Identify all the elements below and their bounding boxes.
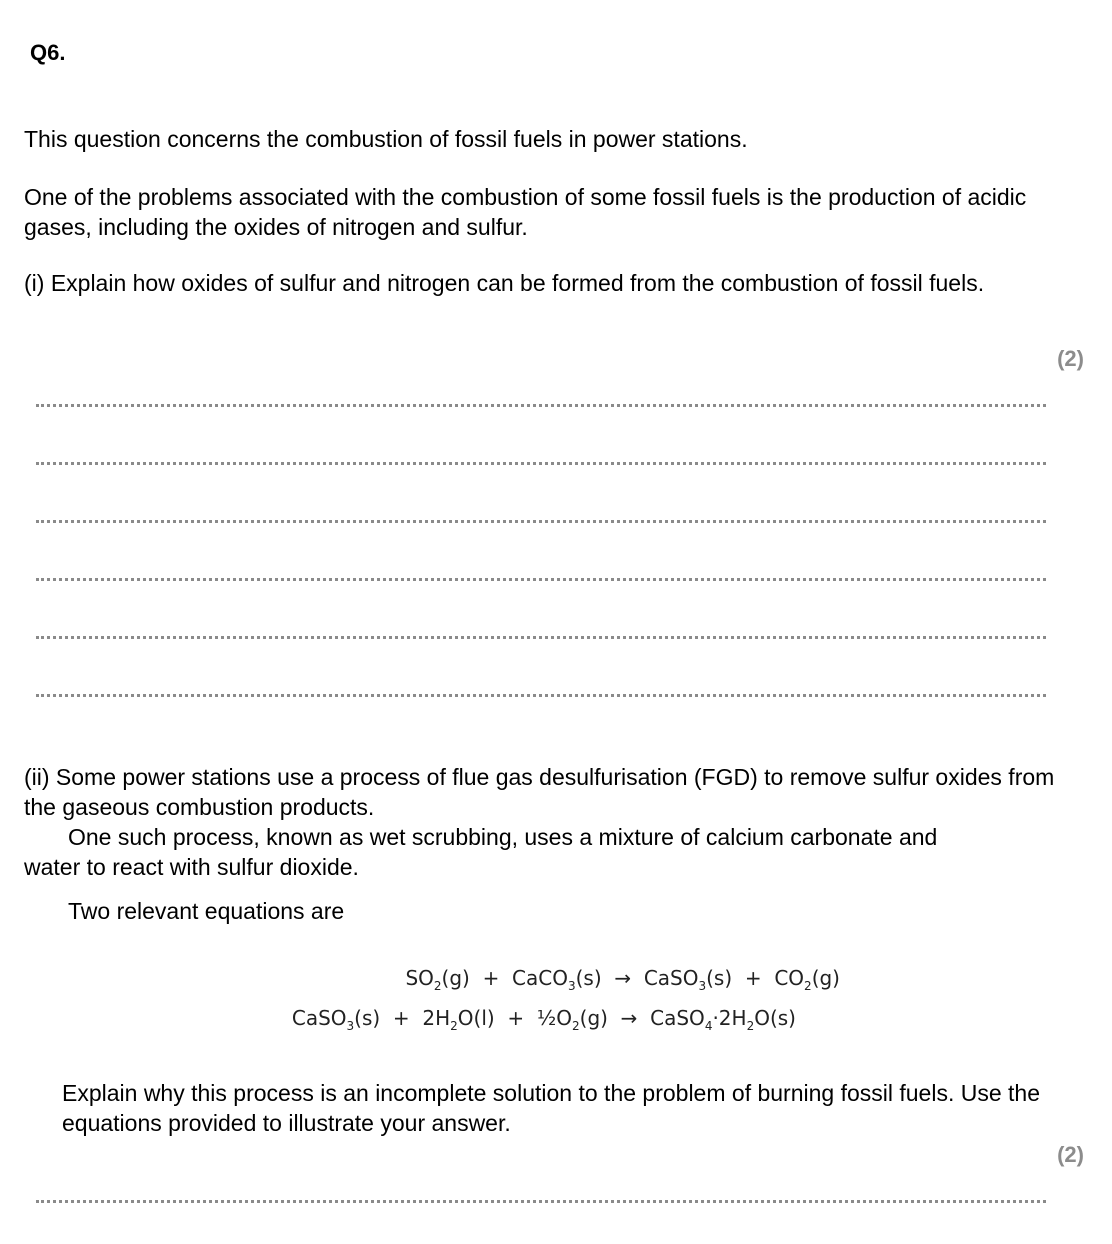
equation-1: $SO_2(g)$ + CaCO$_3$(s) → CaSO$_3$(s) + $CO_2(g)$ [405,966,840,993]
answer-line[interactable] [36,1200,1046,1203]
part-ii-task: Explain why this process is an incomplete solution to the problem of burning fossil fuels. Use the equations provided to illustrate your answer. [62,1080,1041,1136]
equation-2: CaSO$_3$(s) + $2H_2O(l)$ + $\frac{1}{2}O_2(g)$ → $CaSO_4\cdot 2H_2O(s)$ [291,1006,796,1033]
equations-intro: Two relevant equations are [68,898,345,924]
part-ii-prompt-continued-2: water to react with sulfur dioxide. [24,854,359,880]
context-text: One of the problems associated with the combustion of some fossil fuels is the production of acidic gases, including the oxides of nitrogen and sulfur. [24,184,1027,240]
intro-text: This question concerns the combustion of fossil fuels in power stations. [24,126,748,152]
answer-line[interactable] [36,462,1046,465]
part-i-marks: (2) [1057,346,1084,371]
question-number: Q6. [30,40,66,65]
answer-line[interactable] [36,578,1046,581]
part-i-prompt: (i) Explain how oxides of sulfur and nitrogen can be formed from the combustion of fossil fuels. [24,270,985,296]
part-ii-marks: (2) [1057,1142,1084,1167]
answer-line[interactable] [36,636,1046,639]
answer-line[interactable] [36,404,1046,407]
part-ii-prompt-continued: One such process, known as wet scrubbing, uses a mixture of calcium carbonate and [68,824,938,850]
part-ii-prompt: (ii) Some power stations use a process of flue gas desulfurisation (FGD) to remove sulfur oxides from the gaseous combustion products. [24,764,1055,820]
answer-line[interactable] [36,694,1046,697]
equations-block [260,962,840,1042]
answer-line[interactable] [36,520,1046,523]
